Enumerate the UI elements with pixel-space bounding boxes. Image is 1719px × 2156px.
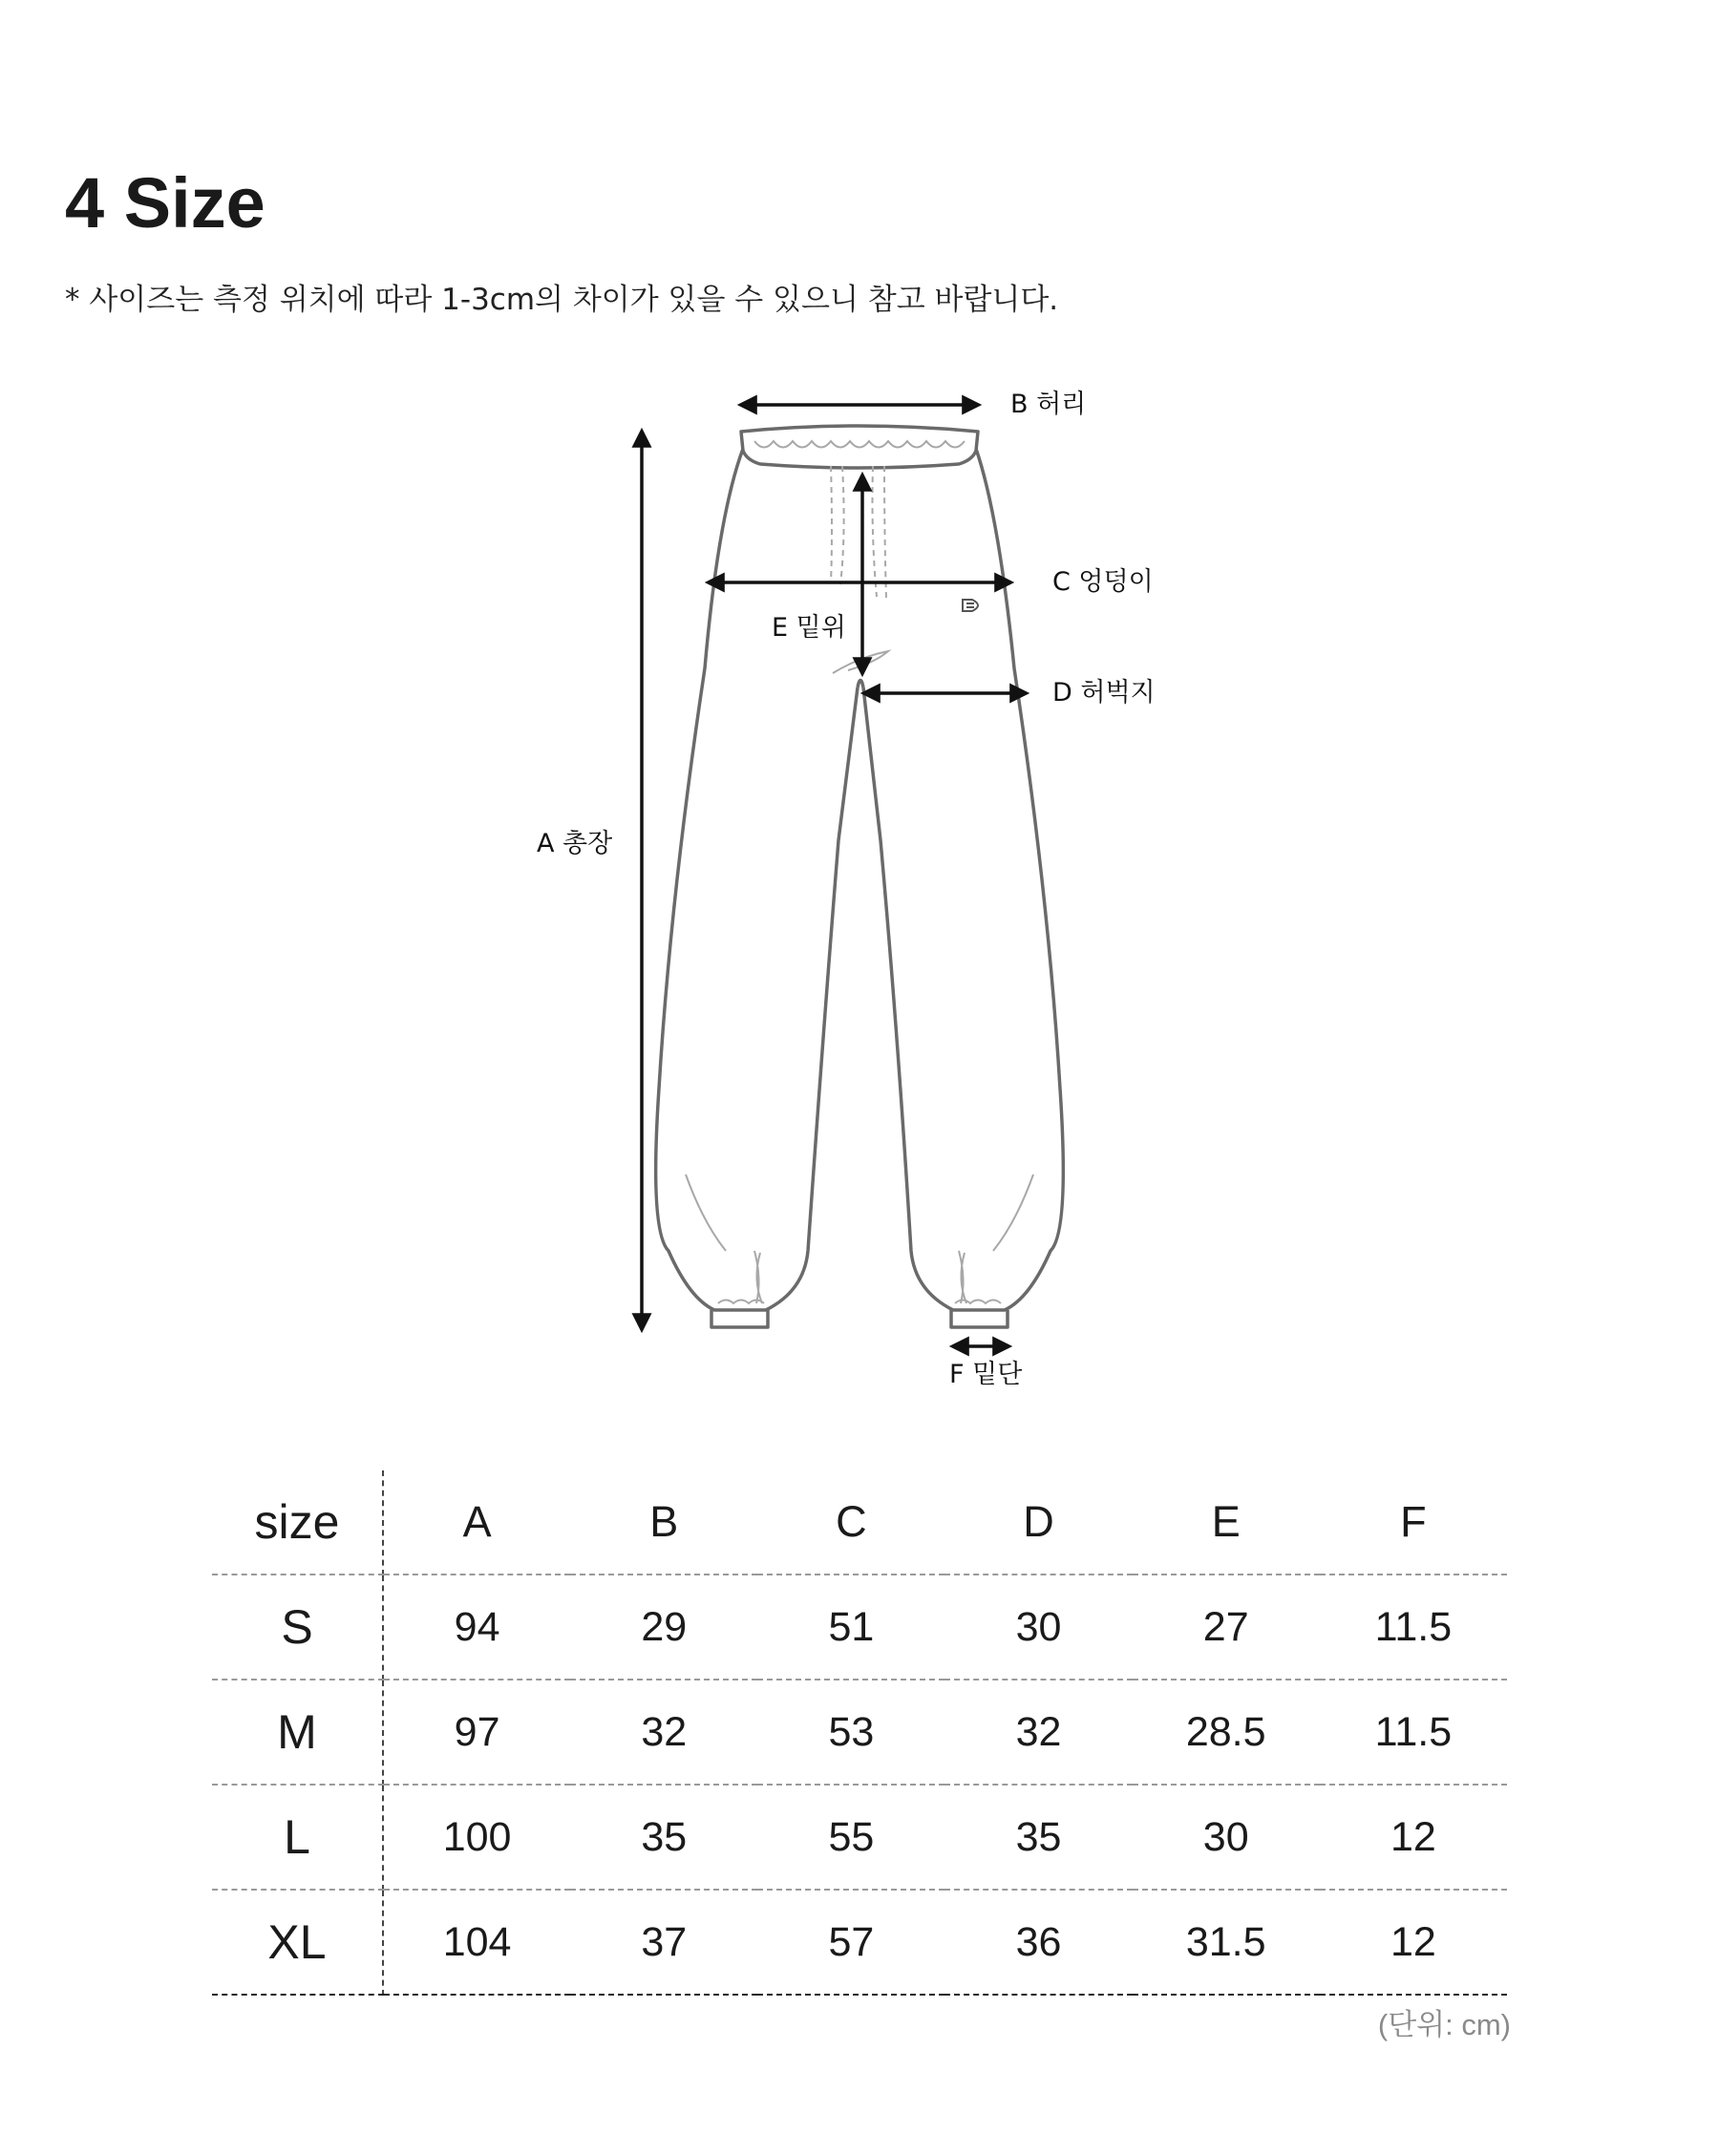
column-header: F [1320,1470,1507,1575]
measure-arrows [642,405,1026,1346]
value-cell: 32 [570,1680,757,1785]
column-header: A [383,1470,570,1575]
label-waist: B 허리 [1010,390,1087,419]
value-cell: 11.5 [1320,1680,1507,1785]
size-table [212,1470,1507,1996]
value-cell: 37 [570,1890,757,1995]
column-header: D [944,1470,1132,1575]
value-cell: 31.5 [1133,1890,1320,1995]
value-cell: 29 [570,1575,757,1680]
value-cell: 104 [383,1890,570,1995]
unit-note: (단위: cm) [1377,2008,1511,2041]
size-cell: M [212,1680,383,1785]
column-header: E [1133,1470,1320,1575]
value-cell: 94 [383,1575,570,1680]
size-cell: S [212,1575,383,1680]
value-cell: 100 [383,1785,570,1890]
value-cell: 12 [1320,1785,1507,1890]
label-hem: F 밑단 [949,1360,1023,1389]
value-cell: 11.5 [1320,1575,1507,1680]
label-thigh: D 허벅지 [1052,678,1156,708]
value-cell: 32 [944,1680,1132,1785]
pants-outline [656,426,1064,1327]
column-header: C [757,1470,944,1575]
page-title: 4 Size [65,163,265,243]
table-row [212,1890,1507,1995]
table-header-row [212,1470,1507,1575]
label-rise: E 밑위 [772,613,846,643]
value-cell: 30 [1133,1785,1320,1890]
brand-logo-mark [963,600,978,611]
value-cell: 36 [944,1890,1132,1995]
table-row [212,1680,1507,1785]
size-cell: L [212,1785,383,1890]
size-cell: XL [212,1890,383,1995]
value-cell: 35 [944,1785,1132,1890]
value-cell: 57 [757,1890,944,1995]
table-row [212,1575,1507,1680]
value-cell: 30 [944,1575,1132,1680]
value-cell: 53 [757,1680,944,1785]
value-cell: 97 [383,1680,570,1785]
value-cell: 27 [1133,1575,1320,1680]
size-note: * 사이즈는 측정 위치에 따라 1-3cm의 차이가 있을 수 있으니 참고 바랍니다. [65,283,1059,317]
column-header: size [212,1470,383,1575]
value-cell: 55 [757,1785,944,1890]
value-cell: 28.5 [1133,1680,1320,1785]
pants-details [686,441,1033,1303]
value-cell: 12 [1320,1890,1507,1995]
label-hip: C 엉덩이 [1052,567,1154,597]
label-length: A 총장 [537,829,613,858]
column-header: B [570,1470,757,1575]
value-cell: 51 [757,1575,944,1680]
value-cell: 35 [570,1785,757,1890]
table-row [212,1785,1507,1890]
